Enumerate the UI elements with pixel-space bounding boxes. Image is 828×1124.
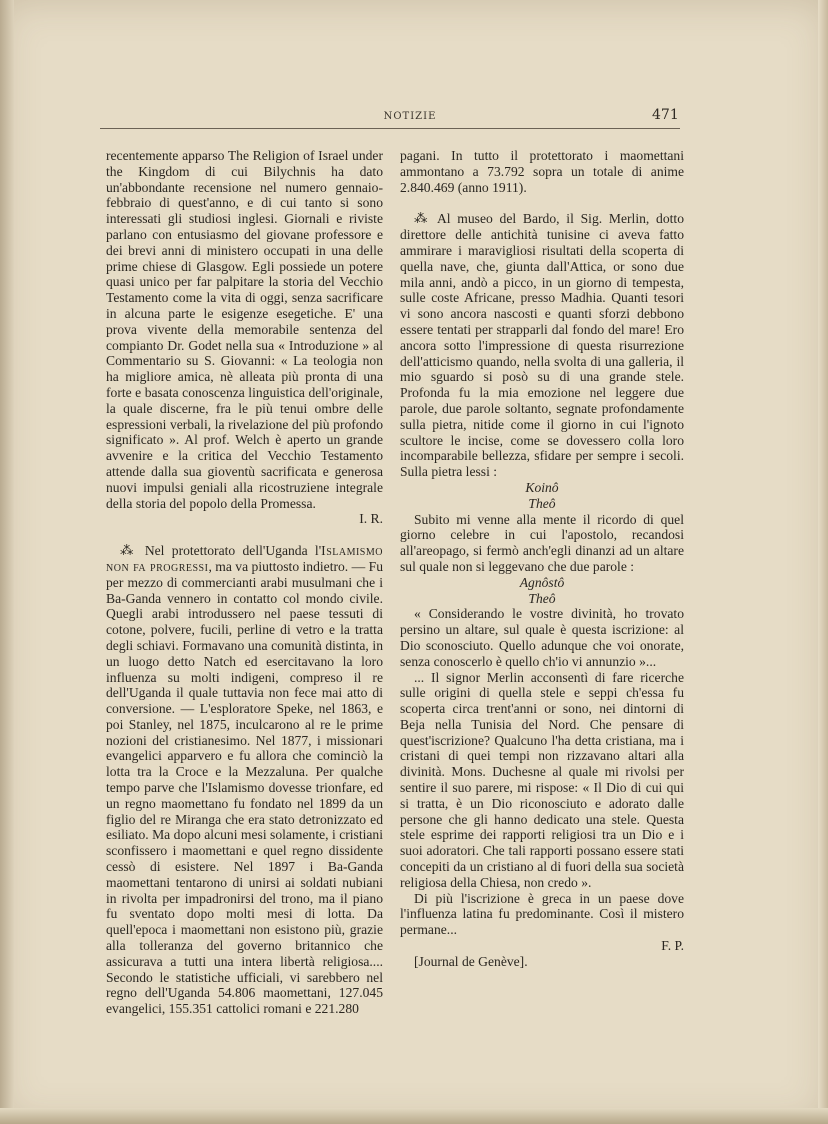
left-page-edge (0, 0, 14, 1124)
inscription-theo-2: Theô (528, 590, 556, 606)
right-page-edge (818, 0, 828, 1124)
uganda-lead: ⁂ Nel protettorato dell'Uganda l' (120, 543, 322, 559)
paragraph-merlin: ... Il signor Merlin acconsentì di fare ricerche sulle origini di quella stele e seppi ch'essa fu scoperta circa trent'anni or sono, nei dintorni di Beja nella Tunisia del Nord. Che pensare di quest'iscrizione? Qualcuno l'ha detta cristiana, ma i cristani di quei tempi non rizzavano altari alla divinità. Mons. Duchesne al quale mi rivolsi per sentire il suo parere, mi rispose: « Il Dio di cui qui si tratta, è un Dio riconosciuto e adorato dalle persone che gli hanno dedicato una stele. Questa stele esprime dei rapporti religiosi tra un Dio e i suoi adoratori. Che tali rapporti possano essere stati concepiti da un cristiano al di fuori della sua società religiosa della Chiesa, non credo ». (400, 669, 684, 890)
source-citation: [Journal de Genève]. (414, 953, 528, 969)
paragraph-uganda (106, 543, 383, 1017)
page-number: 471 (652, 107, 679, 123)
paragraph-greca: Di più l'iscrizione è greca in un paese dove l'influenza latina fu predominante. Così il mistero permane... (400, 890, 684, 938)
spacer (400, 195, 684, 211)
paragraph-bardo: ⁂ Al museo del Bardo, il Sig. Merlin, dotto direttore delle antichità tunisine ci aveva fatto ammirare i maravigliosi risultati della scoperta di quella nave, che, giunta dall'Attica, or sono due mila anni, andò a picco, in un giorno di tempesta, sulle coste Africane, presso Madhia. Quanti tesori vi sono ancora nascosti e quanti sforzi debbono essere tentati per strapparli dal fondo del mare! Ero ancora sotto l'impressione di questa risurrezione dell'atticismo quando, nella svolta di una galleria, il mio sguardo si posò su di una grande stele. Profonda fu la mia emozione nel leggere due parole, due parole soltanto, segnate profondamente sulla pietra, nitide come il giorno in cui l'ignoto scultore le incise, come se dovessero colla loro incomparabile bellezza, sfidare per sempre i secoli. Sulla pietra lessi : (400, 211, 684, 480)
paragraph-apostolo: Subito mi venne alla mente il ricordo di quel giorno celebre in cui l'apostolo, recandosi all'areopago, si fermò anch'egli dinanzi ad un altare sul quale non si leggevano che due parole : (400, 511, 684, 574)
inscription-koino: Koinô (525, 479, 559, 495)
inscription-theo-1: Theô (528, 495, 556, 511)
signature-fp: F. P. (661, 938, 684, 954)
inscription-agnosto: Agnôstô (519, 574, 565, 590)
right-column (400, 148, 684, 970)
paragraph-pagani: pagani. In tutto il protettorato i maomettani ammontano a 73.792 sopra un totale di anime 2.840.469 (anno 1911). (400, 148, 684, 195)
bottom-page-edge (0, 1108, 828, 1124)
signature-ir: I. R. (359, 511, 383, 527)
spacer (106, 527, 383, 543)
header-rule (100, 128, 680, 129)
uganda-body: , ma va piuttosto indietro. — Fu per mezzo di commercianti arabi musulmani che i Ba-Ganda vennero in contatto col mondo civile. Quegli arabi introdussero nel paese tessuti di cotone, polvere, fucili, perline di vetro e la tratta degli schiavi. Formavano una comunità distinta, in un luogo detto Natch ed esercitavano la loro influenza su molti indigeni, compreso il re dell'Uganda il quale tuttavia non fece mai atto di conversione. — L'esploratore Speke, nel 1863, e poi Stanley, nel 1875, inculcarono al re le prime nozioni del cristianesimo. Nel 1877, i missionari evangelici apparvero e fu allora che cominciò la lotta tra la Croce e la Mezzaluna. Per qualche tempo parve che l'Islamismo dovesse trionfare, ed un regno maomettano fu fondato nel 1899 da un figlio del re Miranga che era stato detronizzato ed esiliato. Ma dopo alcuni mesi solamente, i cristiani sconfissero i maomettani e quel regno dissidente cessò di esistere. Nel 1897 i Ba-Ganda maomettani tentarono di unirsi ai soldati nubiani in rivolta per impadronirsi del trono, ma il piano fu sventato dopo molti mesi di lotta. Da quell'epoca i maomettani non esistono più, grazie alla tolleranza del governo britannico che assicurava a tutti una intera libertà religiosa.... Secondo le statistiche ufficiali, vi sarebbero nel regno dell'Uganda 54.806 maomettani, 127.045 evangelici, 155.351 cattolici romani e 221.280 (106, 558, 383, 1017)
left-column (106, 148, 383, 1017)
uganda-caps-heading: Islamismo non fa progressi (106, 543, 383, 574)
running-header: NOTIZIE (383, 111, 437, 122)
paragraph-quote-acts: « Considerando le vostre divinità, ho trovato persino un altare, sul quale è questa iscrizione: al Dio sconosciuto. Quello adunque che voi onorate, senza conoscerlo è quello ch'io vi annunzio »... (400, 606, 684, 669)
paragraph-welch: recentemente apparso The Religion of Israel under the Kingdom di cui Bilychnis ha dato un'abbondante recensione nel numero gennaio-febbraio di quest'anno, e di cui tanto si sono interessati gli studiosi inglesi. Giornali e riviste parlano con entusiasmo del giovane professore e dei brevi anni di ministero occupati in una delle prime chiese di Glasgow. Egli possiede un potere quasi unico per far palpitare la storia del Vecchio Testamento come la vita di oggi, senza sacrificare in alcuna parte le esigenze esegetiche. E' una prova vivente della memorabile sentenza del compianto Dr. Godet nella sua « Introduzione » al Commentario su S. Giovanni: « La teologia non ha migliore amica, nè alleata più pronta di una forte e basata conoscenza linguistica dell'originale, la quale discerne, fra le più tenui ombre delle espressioni verbali, la rivelazione del più profondo significato ». Al prof. Welch è aperto un grande avvenire e la critica del Vecchio Testamento attende dalla sua gioventù sacrificata e generosa nuovi impulsi geniali alla ricostruziene integrale della storia del popolo della Promessa. (106, 148, 383, 511)
